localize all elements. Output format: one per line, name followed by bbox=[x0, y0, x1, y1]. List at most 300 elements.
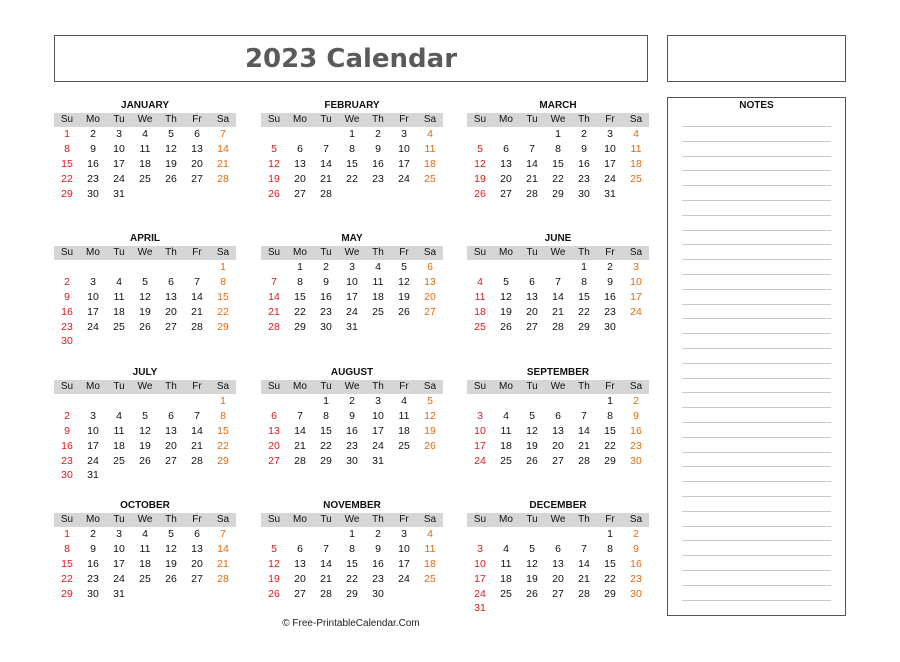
day-cell: 20 bbox=[294, 172, 306, 185]
day-cell: 31 bbox=[372, 454, 384, 467]
day-cell: 28 bbox=[320, 587, 332, 600]
day-cell: 15 bbox=[320, 424, 332, 437]
day-cell: 15 bbox=[294, 290, 306, 303]
weekday-label: Mo bbox=[293, 381, 307, 392]
day-cell: 30 bbox=[630, 454, 642, 467]
day-cell: 13 bbox=[552, 557, 564, 570]
footer-credit: © Free-PrintableCalendar.Com bbox=[282, 618, 420, 629]
day-cell: 12 bbox=[268, 157, 280, 170]
day-cell: 15 bbox=[346, 557, 358, 570]
day-cell: 26 bbox=[424, 439, 436, 452]
day-cell: 13 bbox=[191, 142, 203, 155]
day-cell: 23 bbox=[604, 305, 616, 318]
empty-cell bbox=[467, 260, 493, 275]
day-cell: 23 bbox=[61, 320, 73, 333]
day-cell: 16 bbox=[346, 424, 358, 437]
day-cell: 28 bbox=[552, 320, 564, 333]
day-cell: 12 bbox=[165, 542, 177, 555]
day-cell: 11 bbox=[500, 557, 512, 570]
weekday-label: Fr bbox=[605, 247, 615, 258]
weekday-header bbox=[467, 380, 649, 394]
day-cell: 27 bbox=[191, 172, 203, 185]
note-line bbox=[682, 452, 831, 453]
day-cell: 25 bbox=[372, 305, 384, 318]
day-cell: 1 bbox=[349, 128, 355, 140]
day-cell: 11 bbox=[113, 424, 125, 437]
day-cell: 18 bbox=[113, 439, 125, 452]
day-cell: 8 bbox=[349, 142, 355, 155]
day-cell: 12 bbox=[139, 290, 151, 303]
empty-cell bbox=[287, 127, 313, 142]
weekday-label: Th bbox=[372, 381, 384, 392]
day-cell: 9 bbox=[349, 409, 355, 422]
note-line bbox=[682, 570, 831, 571]
day-cell: 23 bbox=[372, 572, 384, 585]
day-cell: 31 bbox=[604, 187, 616, 200]
month-march bbox=[467, 98, 649, 201]
day-grid bbox=[54, 527, 236, 601]
day-cell: 16 bbox=[87, 557, 99, 570]
day-cell: 1 bbox=[349, 528, 355, 540]
day-cell: 19 bbox=[139, 305, 151, 318]
weekday-label: Mo bbox=[86, 381, 100, 392]
day-cell: 10 bbox=[113, 142, 125, 155]
day-cell: 14 bbox=[217, 542, 229, 555]
day-cell: 6 bbox=[503, 142, 509, 155]
day-cell: 28 bbox=[268, 320, 280, 333]
day-grid bbox=[467, 527, 649, 616]
weekday-label: Th bbox=[165, 514, 177, 525]
day-cell: 13 bbox=[294, 157, 306, 170]
note-line bbox=[682, 363, 831, 364]
weekday-label: We bbox=[550, 114, 566, 125]
day-cell: 3 bbox=[477, 542, 483, 555]
day-cell: 12 bbox=[474, 157, 486, 170]
empty-cell bbox=[545, 260, 571, 275]
day-cell: 17 bbox=[474, 572, 486, 585]
weekday-label: We bbox=[344, 247, 360, 258]
weekday-label: We bbox=[137, 247, 153, 258]
day-cell: 22 bbox=[552, 172, 564, 185]
empty-cell bbox=[80, 394, 106, 409]
weekday-label: Su bbox=[267, 514, 281, 525]
day-cell: 22 bbox=[61, 172, 73, 185]
day-cell: 5 bbox=[401, 261, 407, 273]
day-cell: 2 bbox=[90, 528, 96, 540]
day-cell: 21 bbox=[217, 557, 229, 570]
note-line bbox=[682, 215, 831, 216]
day-cell: 9 bbox=[607, 275, 613, 288]
day-cell: 25 bbox=[113, 320, 125, 333]
day-cell: 9 bbox=[90, 542, 96, 555]
day-cell: 12 bbox=[165, 142, 177, 155]
day-cell: 29 bbox=[217, 454, 229, 467]
weekday-label: Su bbox=[60, 381, 74, 392]
day-cell: 30 bbox=[346, 454, 358, 467]
day-cell: 21 bbox=[552, 305, 564, 318]
day-cell: 18 bbox=[398, 424, 410, 437]
day-cell: 19 bbox=[398, 290, 410, 303]
day-cell: 10 bbox=[630, 275, 642, 288]
weekday-label: Th bbox=[578, 514, 590, 525]
weekday-label: Su bbox=[60, 247, 74, 258]
day-cell: 4 bbox=[503, 542, 509, 555]
day-cell: 11 bbox=[424, 542, 436, 555]
day-cell: 10 bbox=[87, 424, 99, 437]
weekday-label: Sa bbox=[629, 114, 643, 125]
day-cell: 15 bbox=[217, 424, 229, 437]
weekday-label: Th bbox=[165, 381, 177, 392]
day-cell: 19 bbox=[474, 172, 486, 185]
day-cell: 7 bbox=[297, 409, 303, 422]
day-cell: 14 bbox=[578, 557, 590, 570]
day-cell: 29 bbox=[346, 587, 358, 600]
day-cell: 19 bbox=[526, 439, 538, 452]
day-cell: 22 bbox=[578, 305, 590, 318]
day-cell: 22 bbox=[346, 572, 358, 585]
day-cell: 13 bbox=[165, 290, 177, 303]
month-name: JUNE bbox=[544, 233, 572, 244]
weekday-label: Fr bbox=[399, 247, 409, 258]
day-cell: 6 bbox=[168, 275, 174, 288]
day-cell: 17 bbox=[87, 305, 99, 318]
day-cell: 23 bbox=[578, 172, 590, 185]
weekday-label: Fr bbox=[192, 247, 202, 258]
day-cell: 25 bbox=[500, 587, 512, 600]
day-cell: 9 bbox=[581, 142, 587, 155]
day-cell: 9 bbox=[64, 424, 70, 437]
day-cell: 14 bbox=[268, 290, 280, 303]
weekday-label: Mo bbox=[499, 381, 513, 392]
day-cell: 8 bbox=[297, 275, 303, 288]
empty-cell bbox=[493, 260, 519, 275]
day-cell: 21 bbox=[320, 172, 332, 185]
day-cell: 10 bbox=[372, 409, 384, 422]
day-cell: 5 bbox=[142, 275, 148, 288]
day-cell: 5 bbox=[271, 142, 277, 155]
weekday-label: Su bbox=[473, 514, 487, 525]
weekday-label: Mo bbox=[293, 114, 307, 125]
day-cell: 6 bbox=[555, 409, 561, 422]
day-cell: 2 bbox=[633, 528, 639, 540]
day-cell: 20 bbox=[165, 439, 177, 452]
day-cell: 22 bbox=[217, 305, 229, 318]
day-cell: 20 bbox=[424, 290, 436, 303]
day-cell: 16 bbox=[372, 157, 384, 170]
day-cell: 9 bbox=[64, 290, 70, 303]
day-cell: 5 bbox=[168, 128, 174, 140]
day-cell: 29 bbox=[552, 187, 564, 200]
day-cell: 17 bbox=[474, 439, 486, 452]
empty-cell bbox=[545, 527, 571, 542]
day-cell: 21 bbox=[191, 439, 203, 452]
day-cell: 4 bbox=[477, 275, 483, 288]
day-cell: 12 bbox=[398, 275, 410, 288]
day-cell: 2 bbox=[90, 128, 96, 140]
day-grid bbox=[261, 527, 443, 601]
note-line bbox=[682, 126, 831, 127]
title-box bbox=[54, 35, 648, 82]
day-cell: 25 bbox=[139, 172, 151, 185]
empty-cell bbox=[158, 260, 184, 275]
day-cell: 18 bbox=[372, 290, 384, 303]
weekday-label: Mo bbox=[293, 514, 307, 525]
day-cell: 16 bbox=[61, 439, 73, 452]
empty-cell bbox=[571, 394, 597, 409]
empty-cell bbox=[467, 127, 493, 142]
day-cell: 19 bbox=[165, 557, 177, 570]
empty-cell bbox=[80, 260, 106, 275]
weekday-header bbox=[54, 113, 236, 127]
day-cell: 19 bbox=[268, 172, 280, 185]
day-cell: 3 bbox=[349, 261, 355, 273]
day-cell: 19 bbox=[500, 305, 512, 318]
day-cell: 17 bbox=[630, 290, 642, 303]
note-line bbox=[682, 392, 831, 393]
day-cell: 13 bbox=[165, 424, 177, 437]
day-cell: 22 bbox=[61, 572, 73, 585]
month-may bbox=[261, 231, 443, 334]
empty-cell bbox=[493, 127, 519, 142]
day-cell: 15 bbox=[346, 157, 358, 170]
day-cell: 2 bbox=[64, 275, 70, 288]
day-cell: 17 bbox=[87, 439, 99, 452]
day-cell: 11 bbox=[630, 142, 642, 155]
day-cell: 1 bbox=[607, 528, 613, 540]
day-cell: 6 bbox=[529, 275, 535, 288]
empty-cell bbox=[571, 527, 597, 542]
day-cell: 2 bbox=[375, 528, 381, 540]
weekday-label: Tu bbox=[113, 247, 125, 258]
weekday-label: Fr bbox=[192, 114, 202, 125]
note-line bbox=[682, 185, 831, 186]
weekday-label: Mo bbox=[499, 514, 513, 525]
day-cell: 22 bbox=[320, 439, 332, 452]
weekday-label: Sa bbox=[423, 514, 437, 525]
note-line bbox=[682, 407, 831, 408]
day-cell: 16 bbox=[87, 157, 99, 170]
day-cell: 10 bbox=[474, 557, 486, 570]
day-cell: 26 bbox=[398, 305, 410, 318]
weekday-label: Th bbox=[372, 114, 384, 125]
day-cell: 14 bbox=[294, 424, 306, 437]
month-september bbox=[467, 365, 649, 468]
day-cell: 26 bbox=[268, 587, 280, 600]
day-cell: 18 bbox=[139, 157, 151, 170]
day-cell: 8 bbox=[64, 142, 70, 155]
day-cell: 27 bbox=[191, 572, 203, 585]
day-cell: 26 bbox=[500, 320, 512, 333]
day-cell: 9 bbox=[375, 542, 381, 555]
day-cell: 13 bbox=[268, 424, 280, 437]
day-cell: 28 bbox=[578, 454, 590, 467]
day-cell: 4 bbox=[142, 528, 148, 540]
note-line bbox=[682, 585, 831, 586]
empty-cell bbox=[261, 127, 287, 142]
day-cell: 20 bbox=[191, 157, 203, 170]
day-cell: 25 bbox=[113, 454, 125, 467]
weekday-label: Mo bbox=[293, 247, 307, 258]
empty-cell bbox=[519, 127, 545, 142]
day-cell: 19 bbox=[424, 424, 436, 437]
notes-panel bbox=[667, 97, 846, 616]
weekday-label: Tu bbox=[320, 514, 332, 525]
day-cell: 8 bbox=[607, 409, 613, 422]
weekday-label: Tu bbox=[113, 514, 125, 525]
day-cell: 31 bbox=[346, 320, 358, 333]
day-cell: 24 bbox=[604, 172, 616, 185]
day-cell: 31 bbox=[113, 587, 125, 600]
note-line bbox=[682, 555, 831, 556]
day-cell: 2 bbox=[581, 128, 587, 140]
day-cell: 8 bbox=[555, 142, 561, 155]
day-cell: 28 bbox=[320, 187, 332, 200]
day-cell: 12 bbox=[526, 557, 538, 570]
empty-cell bbox=[132, 260, 158, 275]
day-cell: 21 bbox=[526, 172, 538, 185]
weekday-header bbox=[261, 113, 443, 127]
day-cell: 18 bbox=[139, 557, 151, 570]
day-cell: 16 bbox=[320, 290, 332, 303]
note-line bbox=[682, 304, 831, 305]
month-name: APRIL bbox=[130, 233, 160, 244]
day-cell: 20 bbox=[268, 439, 280, 452]
day-cell: 6 bbox=[297, 142, 303, 155]
weekday-label: We bbox=[550, 381, 566, 392]
day-cell: 24 bbox=[398, 172, 410, 185]
day-cell: 15 bbox=[217, 290, 229, 303]
day-cell: 30 bbox=[604, 320, 616, 333]
day-cell: 21 bbox=[578, 439, 590, 452]
note-line bbox=[682, 540, 831, 541]
day-cell: 23 bbox=[630, 572, 642, 585]
empty-cell bbox=[519, 394, 545, 409]
note-line bbox=[682, 259, 831, 260]
weekday-label: Sa bbox=[423, 247, 437, 258]
day-cell: 5 bbox=[529, 542, 535, 555]
day-cell: 21 bbox=[191, 305, 203, 318]
logo-box bbox=[667, 35, 846, 82]
day-cell: 1 bbox=[64, 528, 70, 540]
day-cell: 3 bbox=[90, 409, 96, 422]
weekday-label: Th bbox=[372, 514, 384, 525]
day-cell: 7 bbox=[323, 142, 329, 155]
day-cell: 30 bbox=[372, 587, 384, 600]
day-cell: 23 bbox=[61, 454, 73, 467]
day-cell: 18 bbox=[474, 305, 486, 318]
day-cell: 12 bbox=[500, 290, 512, 303]
day-cell: 6 bbox=[194, 128, 200, 140]
weekday-label: Fr bbox=[399, 114, 409, 125]
weekday-header bbox=[467, 246, 649, 260]
empty-cell bbox=[467, 527, 493, 542]
day-cell: 20 bbox=[526, 305, 538, 318]
day-cell: 28 bbox=[191, 454, 203, 467]
day-cell: 4 bbox=[401, 395, 407, 407]
day-cell: 15 bbox=[604, 424, 616, 437]
empty-cell bbox=[467, 394, 493, 409]
day-cell: 23 bbox=[372, 172, 384, 185]
empty-cell bbox=[184, 260, 210, 275]
day-cell: 9 bbox=[375, 142, 381, 155]
day-cell: 25 bbox=[474, 320, 486, 333]
weekday-label: Tu bbox=[113, 114, 125, 125]
weekday-label: Fr bbox=[192, 514, 202, 525]
day-cell: 16 bbox=[372, 557, 384, 570]
day-cell: 14 bbox=[191, 424, 203, 437]
day-cell: 27 bbox=[526, 320, 538, 333]
day-cell: 20 bbox=[552, 439, 564, 452]
day-cell: 14 bbox=[320, 157, 332, 170]
weekday-label: Sa bbox=[216, 381, 230, 392]
day-cell: 16 bbox=[61, 305, 73, 318]
weekday-label: Su bbox=[60, 114, 74, 125]
note-line bbox=[682, 333, 831, 334]
day-cell: 12 bbox=[139, 424, 151, 437]
day-cell: 25 bbox=[424, 172, 436, 185]
empty-cell bbox=[106, 394, 132, 409]
day-cell: 20 bbox=[552, 572, 564, 585]
day-cell: 30 bbox=[87, 587, 99, 600]
day-cell: 15 bbox=[578, 290, 590, 303]
day-cell: 14 bbox=[217, 142, 229, 155]
day-cell: 3 bbox=[401, 528, 407, 540]
weekday-label: Sa bbox=[216, 114, 230, 125]
month-april bbox=[54, 231, 236, 349]
note-line bbox=[682, 600, 831, 601]
weekday-label: We bbox=[137, 114, 153, 125]
day-cell: 7 bbox=[194, 275, 200, 288]
weekday-label: Tu bbox=[320, 247, 332, 258]
note-line bbox=[682, 318, 831, 319]
month-name: DECEMBER bbox=[529, 500, 587, 511]
day-cell: 1 bbox=[555, 128, 561, 140]
day-cell: 25 bbox=[398, 439, 410, 452]
day-cell: 22 bbox=[604, 572, 616, 585]
day-cell: 16 bbox=[630, 557, 642, 570]
day-cell: 31 bbox=[87, 469, 99, 482]
weekday-header bbox=[54, 513, 236, 527]
day-cell: 27 bbox=[552, 454, 564, 467]
weekday-label: Th bbox=[372, 247, 384, 258]
note-line bbox=[682, 526, 831, 527]
day-cell: 17 bbox=[113, 557, 125, 570]
day-cell: 23 bbox=[346, 439, 358, 452]
day-cell: 24 bbox=[113, 572, 125, 585]
weekday-label: Fr bbox=[605, 381, 615, 392]
day-cell: 8 bbox=[581, 275, 587, 288]
weekday-label: Mo bbox=[499, 247, 513, 258]
weekday-label: Mo bbox=[86, 247, 100, 258]
day-cell: 22 bbox=[217, 439, 229, 452]
day-cell: 4 bbox=[503, 409, 509, 422]
month-name: AUGUST bbox=[330, 367, 374, 378]
day-cell: 21 bbox=[217, 157, 229, 170]
day-cell: 3 bbox=[477, 409, 483, 422]
day-cell: 1 bbox=[581, 261, 587, 273]
day-cell: 23 bbox=[87, 172, 99, 185]
month-name: JULY bbox=[132, 367, 158, 378]
day-cell: 11 bbox=[398, 409, 410, 422]
day-cell: 5 bbox=[477, 142, 483, 155]
day-cell: 13 bbox=[424, 275, 436, 288]
day-cell: 21 bbox=[320, 572, 332, 585]
page-title: 2023 Calendar bbox=[244, 44, 458, 74]
day-cell: 29 bbox=[578, 320, 590, 333]
empty-cell bbox=[54, 260, 80, 275]
empty-cell bbox=[519, 260, 545, 275]
day-cell: 3 bbox=[375, 395, 381, 407]
